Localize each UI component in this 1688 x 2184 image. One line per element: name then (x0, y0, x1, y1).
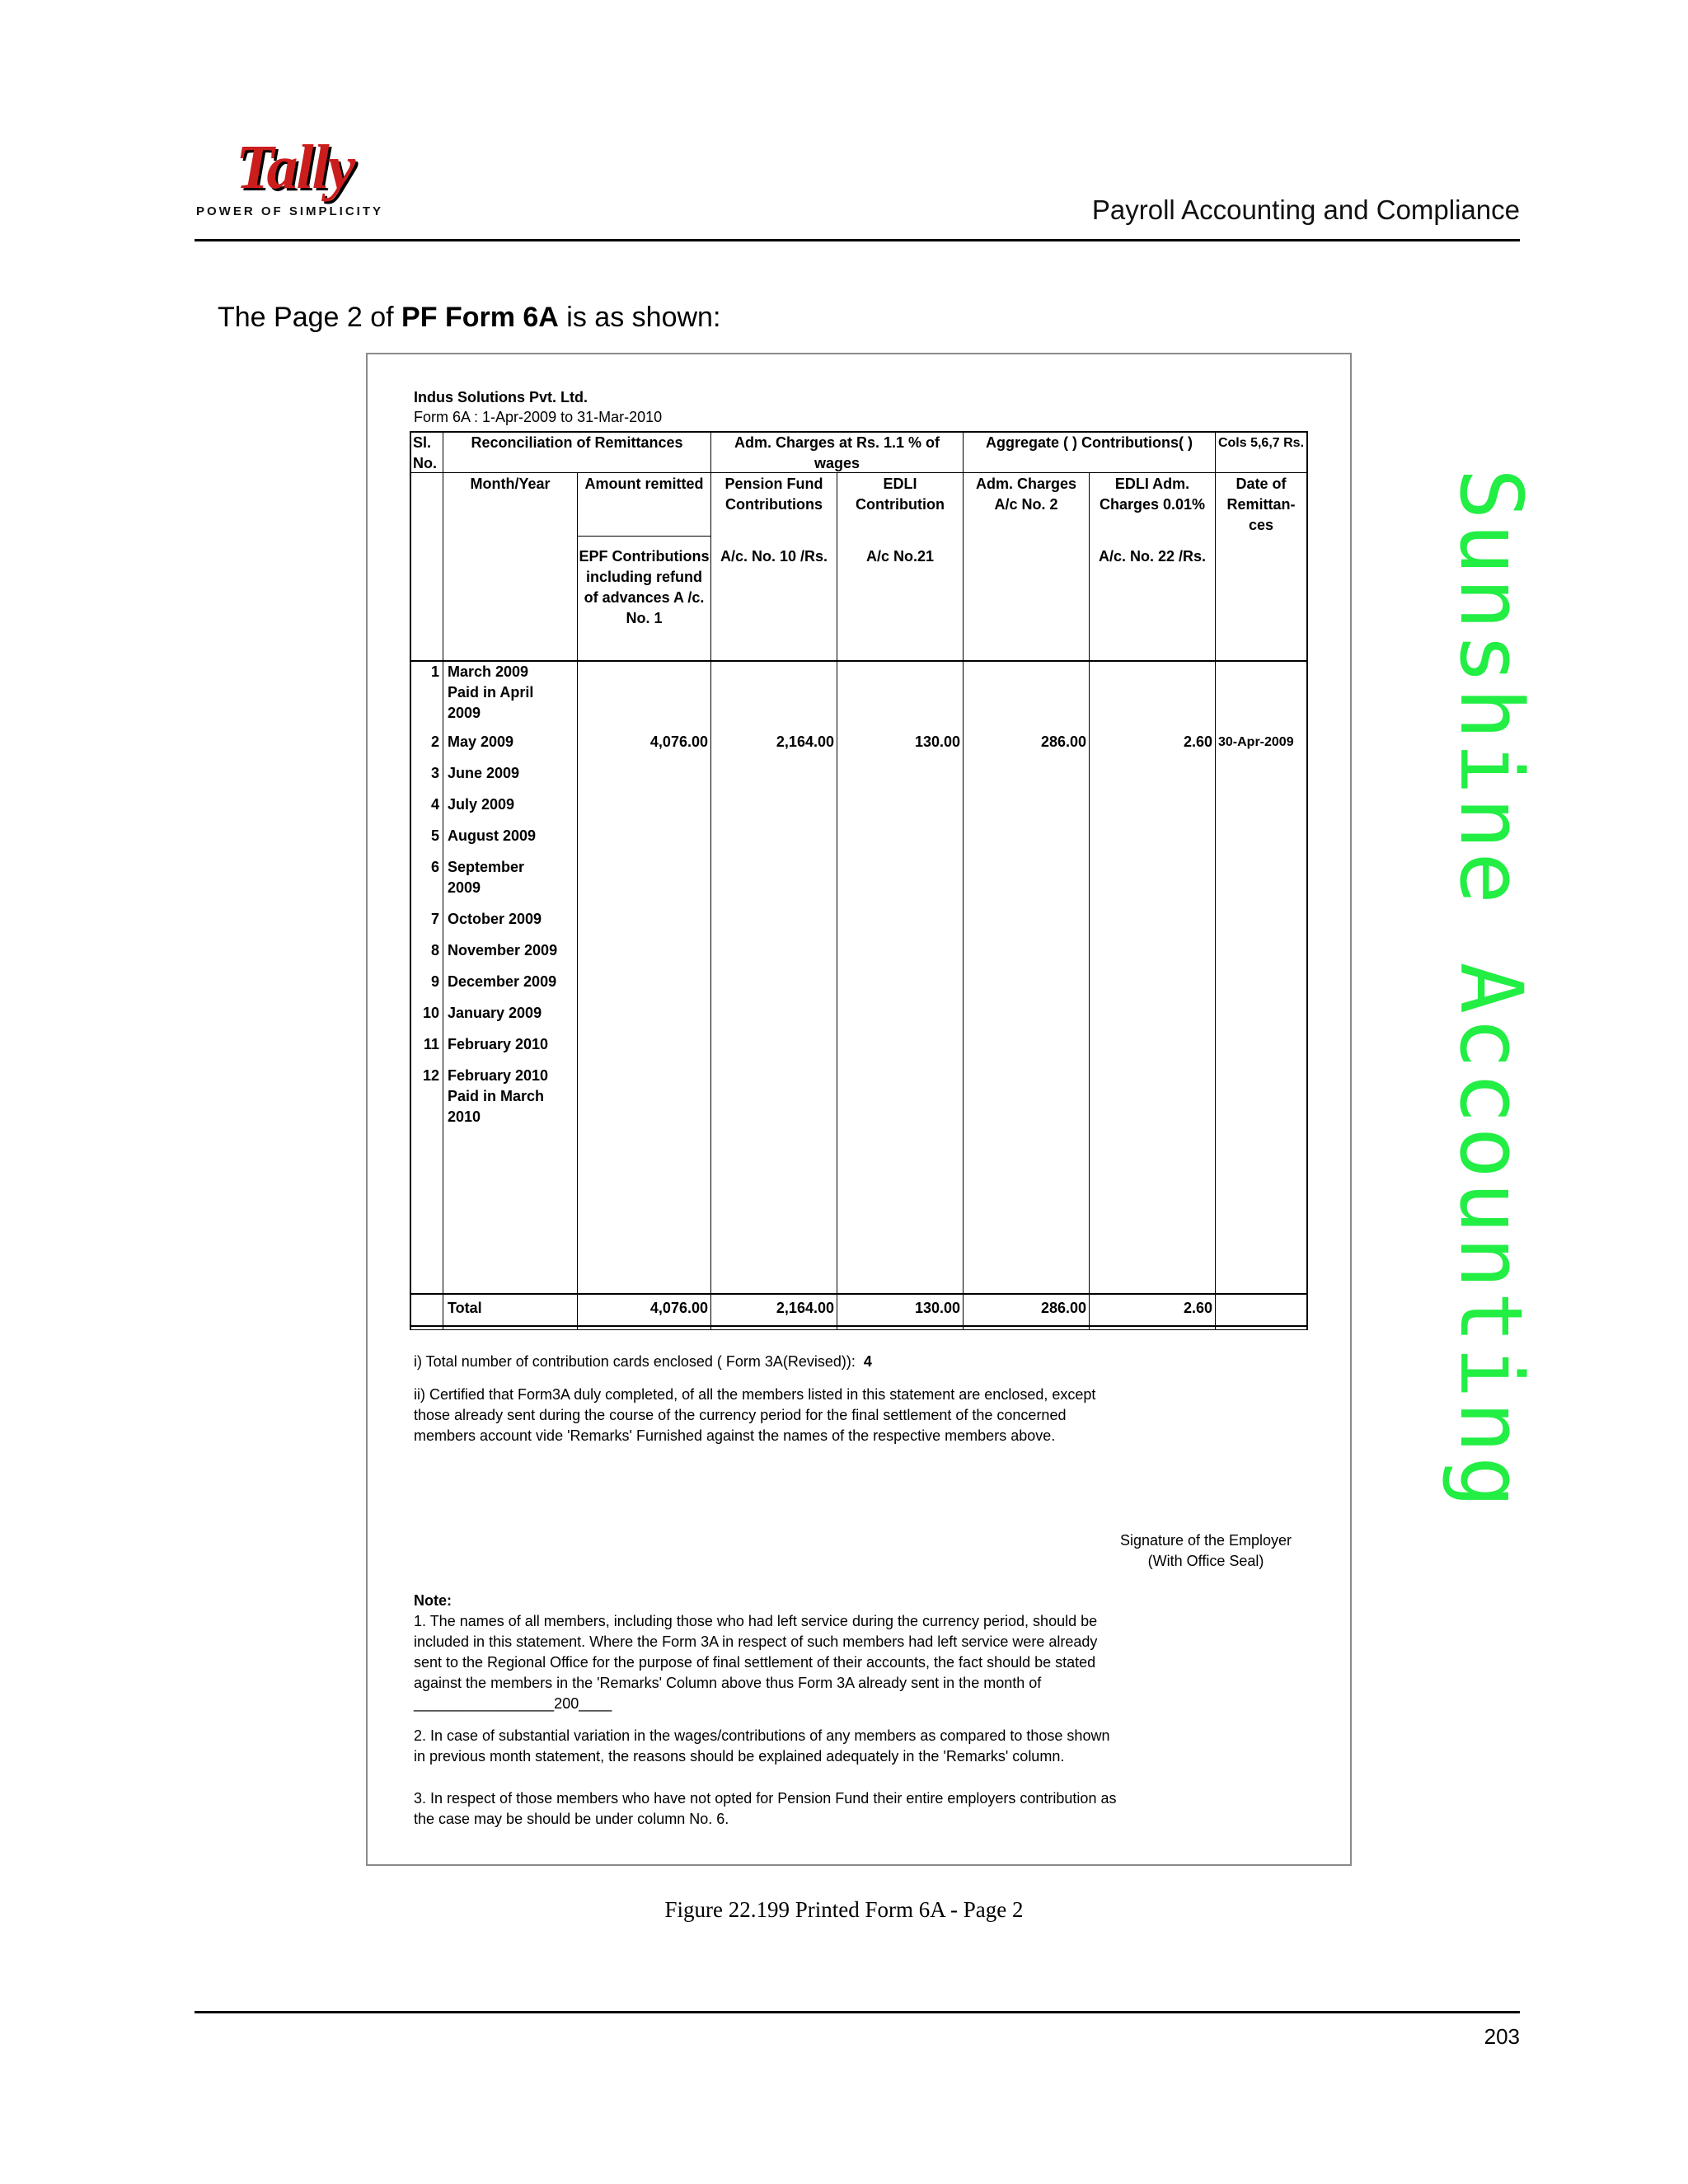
header-sl-no: Sl. No. (413, 434, 437, 471)
page-number: 203 (1484, 2024, 1520, 2049)
row-month: July 2009 (448, 796, 515, 813)
subcol-edli-adm-ac: A/c. No. 22 /Rs. (1098, 548, 1207, 565)
note-3-line: the case may be should be under column No. 6. (414, 1811, 729, 1827)
form-period: Form 6A : 1-Apr-2009 to 31-Mar-2010 (414, 409, 663, 425)
statement-ii-line: members account vide 'Remarks' Furnished against the names of the respective members above. (414, 1427, 1056, 1444)
header-reconciliation: Reconciliation of Remittances (471, 434, 683, 451)
note-1-line: _________________200____ (414, 1695, 612, 1712)
note-2-line: 2. In case of substantial variation in the wages/contributions of any members as compared to those shown (414, 1727, 1110, 1744)
intro-prefix: The Page 2 of (218, 302, 402, 333)
row-sl: 1 (430, 663, 439, 680)
figure-caption: Figure 22.199 Printed Form 6A - Page 2 (664, 1897, 1024, 1922)
note-title: Note: (414, 1592, 452, 1609)
col-amount-remitted: Amount remitted (584, 476, 704, 492)
total-edli-adm: 2.60 (1183, 1300, 1212, 1316)
intro-text (218, 302, 720, 334)
total-edli: 130.00 (914, 1300, 960, 1316)
row-sl: 10 (422, 1005, 439, 1021)
row-sl: 12 (422, 1067, 439, 1084)
statement-ii-line: those already sent during the course of the currency period for the final settlement of the concerned (414, 1407, 1067, 1423)
note-2-line: in previous month statement, the reasons should be explained adequately in the 'Remarks' column. (414, 1748, 1065, 1765)
col-edli-adm-charges: EDLI Adm. Charges 0.01% (1099, 476, 1206, 513)
subcol-epf: EPF Contributions including refund of advances A /c. No. 1 (579, 548, 710, 626)
row-sl: 9 (430, 973, 439, 990)
row-edli-adm: 2.60 (1183, 733, 1212, 750)
col-month-year: Month/Year (470, 476, 551, 492)
row-sl: 5 (430, 827, 439, 844)
col-adm-charges-ac2: Adm. Charges A/c No. 2 (975, 476, 1077, 513)
footer-rule (195, 2011, 1520, 2013)
note-1 (414, 1611, 1097, 1714)
row-month: September 2009 (448, 859, 525, 896)
total-adm: 286.00 (1040, 1300, 1086, 1316)
logo-tagline: POWER OF SIMPLICITY (196, 204, 384, 218)
header-adm-charges: Adm. Charges at Rs. 1.1 % of wages (734, 434, 940, 471)
row-month: June 2009 (448, 765, 520, 781)
total-pension: 2,164.00 (776, 1300, 834, 1316)
watermark: Sunshine Accounting (1441, 468, 1541, 1511)
row-sl: 3 (430, 765, 439, 781)
col-date-remittances: Date of Remittan- ces (1226, 476, 1296, 533)
row-sl: 11 (423, 1036, 439, 1052)
note-2 (414, 1726, 1109, 1767)
statement-i (414, 1352, 872, 1372)
note-3 (414, 1788, 1116, 1830)
row-month: December 2009 (448, 973, 557, 990)
col-pension-fund: Pension Fund Contributions (724, 476, 823, 513)
signature-seal: (With Office Seal) (1147, 1553, 1264, 1569)
total-epf: 4,076.00 (649, 1300, 708, 1316)
note-3-line: 3. In respect of those members who have not opted for Pension Fund their entire employers contribution as (414, 1790, 1117, 1807)
signature-line: Signature of the Employer (1119, 1532, 1292, 1549)
row-month: August 2009 (448, 827, 537, 844)
row-month: May 2009 (448, 733, 514, 750)
row-edli: 130.00 (914, 733, 960, 750)
statement-ii (414, 1385, 1095, 1446)
col-edli-contribution: EDLI Contribution (856, 476, 945, 513)
row-month: March 2009 Paid in April 2009 (448, 663, 534, 721)
header-rule (195, 239, 1520, 241)
row-epf: 4,076.00 (649, 733, 708, 750)
row-month: November 2009 (448, 942, 558, 958)
statement-i-value: 4 (863, 1353, 872, 1370)
row-sl: 2 (430, 733, 439, 750)
row-date: 30-Apr-2009 (1218, 735, 1294, 749)
note-1-line: against the members in the 'Remarks' Column above thus Form 3A already sent in the month of (414, 1675, 1042, 1691)
row-sl: 7 (430, 911, 439, 927)
subcol-pension-ac: A/c. No. 10 /Rs. (720, 548, 828, 565)
subcol-edli-ac: A/c No.21 (865, 548, 935, 565)
row-sl: 6 (430, 859, 439, 875)
row-month: February 2010 (448, 1036, 549, 1052)
row-month: February 2010 Paid in March 2010 (448, 1067, 549, 1125)
tally-logo (195, 132, 392, 223)
company-name: Indus Solutions Pvt. Ltd. (414, 389, 588, 405)
intro-bold: PF Form 6A (401, 302, 559, 333)
header-cols: Cols 5,6,7 Rs. (1217, 436, 1305, 450)
note-1-line: 1. The names of all members, including those who had left service during the currency period, should be (414, 1613, 1098, 1629)
note-1-line: included in this statement. Where the Form 3A in respect of such members had left service were already (414, 1633, 1098, 1650)
row-adm: 286.00 (1040, 733, 1086, 750)
row-month: January 2009 (448, 1005, 542, 1021)
row-sl: 8 (430, 942, 439, 958)
signature-block (1104, 1530, 1307, 1572)
header-aggregate: Aggregate ( ) Contributions( ) (986, 434, 1193, 451)
statement-i-label: i) Total number of contribution cards enclosed ( Form 3A(Revised)): (414, 1353, 856, 1370)
statement-ii-line: ii) Certified that Form3A duly completed, of all the members listed in this statement are enclosed, except (414, 1386, 1096, 1403)
note-1-line: sent to the Regional Office for the purpose of final settlement of their accounts, the fact should be stated (414, 1654, 1096, 1671)
total-label: Total (448, 1300, 482, 1316)
row-sl: 4 (430, 796, 439, 813)
intro-suffix: is as shown: (558, 302, 721, 333)
row-pension: 2,164.00 (776, 733, 834, 750)
section-title: Payroll Accounting and Compliance (1091, 194, 1520, 225)
logo-wordmark: Tally (236, 133, 354, 202)
row-month: October 2009 (448, 911, 542, 927)
form-6a-table (410, 431, 1308, 1329)
